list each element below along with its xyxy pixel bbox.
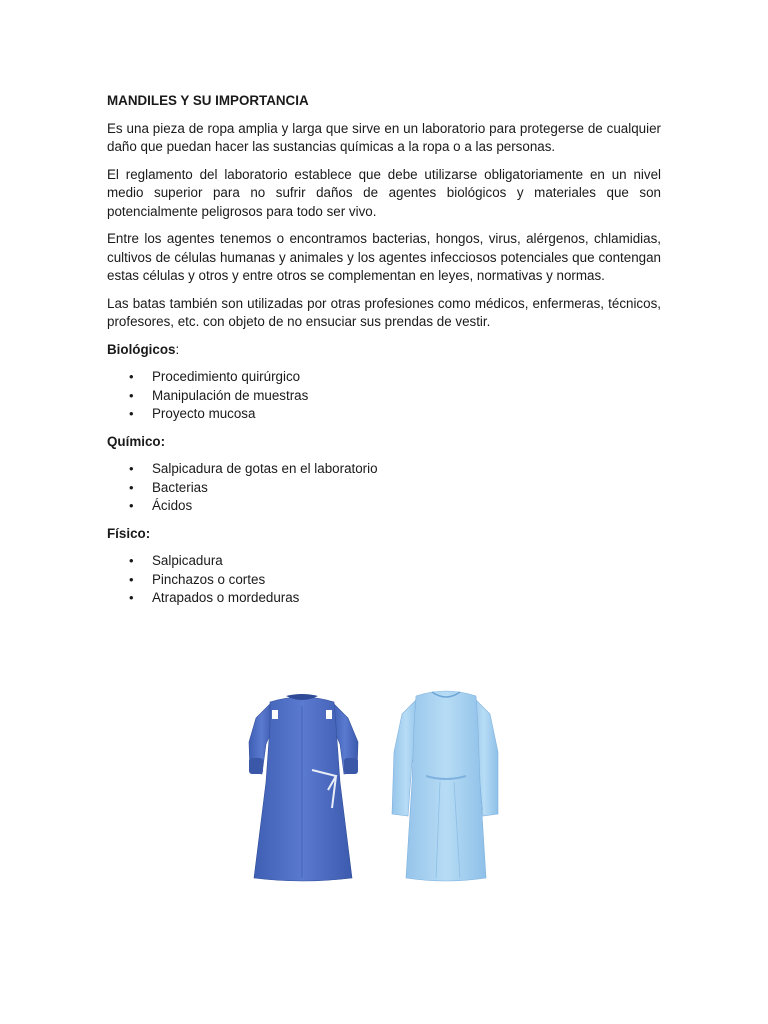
paragraph: Entre los agentes tenemos o encontramos bacterias, hongos, virus, alérgenos, chlamidias, cultivos de células humanas y animales y los agentes infecciosos potenciales que contengan estas células y otros y entre otros se complementan en leyes, normativas y normas.: [107, 231, 661, 283]
list-item: [107, 589, 661, 608]
list-item: [107, 497, 661, 516]
bullet-icon: •: [129, 387, 134, 403]
bullet-icon: •: [129, 553, 134, 568]
list-item: [107, 405, 661, 424]
surgical-gown: [249, 694, 358, 881]
list-item-text: Atrapados o mordeduras: [152, 590, 300, 605]
section-heading-text: Biológicos: [107, 341, 176, 357]
list-item: [107, 368, 661, 387]
list-item: [107, 460, 661, 479]
bullet-list: [107, 552, 661, 608]
section-heading-colon: :: [175, 341, 180, 357]
list-item-text: Salpicadura de gotas en el laboratorio: [152, 461, 378, 476]
bullet-icon: •: [129, 406, 134, 421]
list-item: [107, 387, 661, 406]
document-title: MANDILES Y SU IMPORTANCIA: [107, 93, 309, 108]
list-item-text: Manipulación de muestras: [152, 387, 309, 403]
section-heading-biologicos: [107, 341, 661, 360]
list-item: [107, 552, 661, 571]
paragraph: Es una pieza de ropa amplia y larga que sirve en un laboratorio para protegerse de cualquier daño que puedan hacer las sustancias químicas a la ropa o a las personas.: [107, 120, 661, 154]
section-heading-text: Químico:: [107, 433, 166, 449]
bullet-icon: •: [129, 590, 134, 605]
section-heading-text: Físico:: [107, 525, 151, 541]
section-heading-quimico: [107, 433, 661, 452]
list-item-text: Proyecto mucosa: [152, 406, 256, 421]
paragraph: El reglamento del laboratorio establece que debe utilizarse obligatoriamente en un nivel medio superior para no sufrir daños de agentes biológicos y materiales que son potencialmente peligrosos para todo ser vivo.: [107, 166, 661, 219]
list-item: [107, 571, 661, 590]
paragraph: Las batas también son utilizadas por otras profesiones como médicos, enfermeras, técnicos, profesores, etc. con objeto de no ensuciar sus prendas de vestir.: [107, 295, 661, 329]
bullet-icon: •: [129, 479, 134, 495]
bullet-icon: •: [129, 369, 134, 384]
bullet-icon: •: [129, 571, 134, 587]
isolation-gown: [392, 691, 498, 881]
bullet-icon: •: [129, 498, 134, 513]
list-item-text: Ácidos: [152, 498, 193, 513]
gowns-image: [240, 682, 510, 892]
bullet-list: [107, 460, 661, 516]
list-item-text: Procedimiento quirúrgico: [152, 369, 301, 384]
list-item-text: Salpicadura: [152, 553, 223, 568]
section-heading-fisico: [107, 525, 661, 544]
list-item-text: Bacterias: [152, 479, 208, 495]
list-item-text: Pinchazos o cortes: [152, 571, 266, 587]
bullet-icon: •: [129, 461, 134, 476]
gowns-illustration: [240, 682, 510, 892]
list-item: [107, 479, 661, 498]
document-body: [107, 92, 661, 617]
bullet-list: [107, 368, 661, 424]
